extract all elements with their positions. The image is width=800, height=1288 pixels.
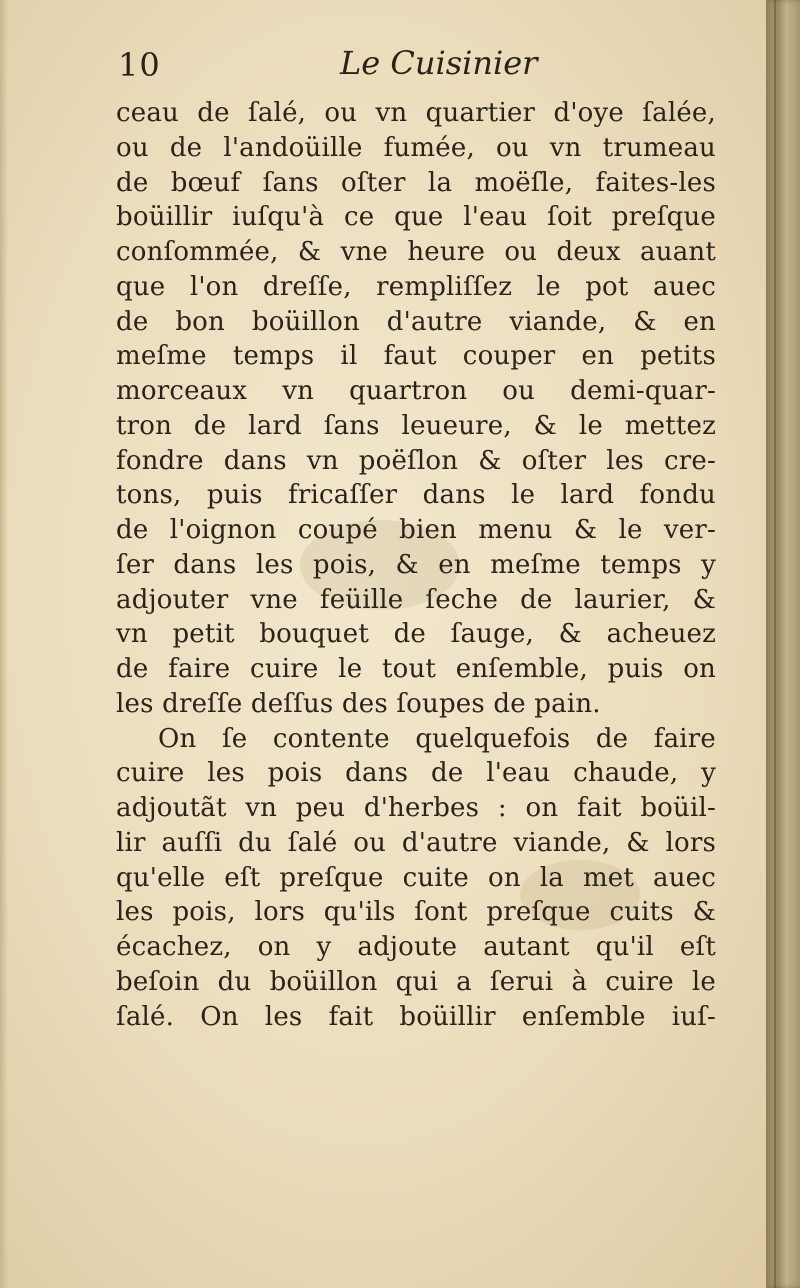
text-line: de faire cuire le tout enſemble, puis on <box>116 654 716 684</box>
page-header <box>118 40 538 90</box>
text-line: conſommée, & vne heure ou deux auant <box>116 237 716 267</box>
text-line: beſoin du boüillon qui a ſerui à cuire le <box>116 966 716 997</box>
text-line: adjouter vne feüille ſeche de laurier, & <box>116 584 716 615</box>
text-line: cuire les pois dans de l'eau chaude, y <box>116 758 716 789</box>
text-line: meſme temps il faut couper en petits <box>116 341 716 372</box>
text-line: ou de l'andoüille fumée, ou vn trumeau <box>116 132 716 163</box>
text-line: de l'oignon coupé bien menu & le ver- <box>116 515 716 545</box>
text-line: tron de lard ſans leueure, & le mettez <box>116 410 716 441</box>
text-line: fondre dans vn poëſlon & oſter les cre- <box>116 445 716 476</box>
text-line: tons, puis fricaſſer dans le lard fondu <box>116 480 716 511</box>
text-line: adjoutãt vn peu d'herbes : on fait boüil- <box>116 793 716 823</box>
text-line: boüillir iuſqu'à ce que l'eau ſoit preſque <box>116 202 716 233</box>
text-line: vn petit bouquet de ſauge, & acheuez <box>116 619 716 650</box>
page-binding-edge <box>766 0 800 1288</box>
text-line: ceau de ſalé, ou vn quartier d'oye ſalée, <box>116 98 716 128</box>
text-line: morceaux vn quartron ou demi-quar- <box>116 376 716 406</box>
text-line: écachez, on y adjoute autant qu'il eſt <box>116 932 716 962</box>
text-line: lir auſſi du ſalé ou d'autre viande, & lors <box>116 827 716 858</box>
paragraph-start-line: On ſe contente quelquefois de faire <box>158 723 716 754</box>
text-line: de bœuf ſans oſter la moëſle, faites-les <box>116 167 716 198</box>
text-line: qu'elle eſt preſque cuite on la met auec <box>116 862 716 893</box>
text-line: ſalé. On les fait boüillir enſemble iuſ- <box>116 1001 716 1032</box>
text-line: les pois, lors qu'ils ſont preſque cuits & <box>116 897 716 928</box>
text-line: les dreſſe deſſus des ſoupes de pain. <box>116 688 601 719</box>
text-line: que l'on dreſſe, rempliſſez le pot auec <box>116 271 716 302</box>
running-head: Le Cuisinier <box>340 44 538 82</box>
text-line: ſer dans les pois, & en meſme temps y <box>116 549 716 580</box>
page-left-edge <box>0 0 8 1288</box>
body-text <box>116 96 716 1034</box>
page-number: 10 <box>118 46 161 84</box>
text-line: de bon boüillon d'autre viande, & en <box>116 306 716 337</box>
